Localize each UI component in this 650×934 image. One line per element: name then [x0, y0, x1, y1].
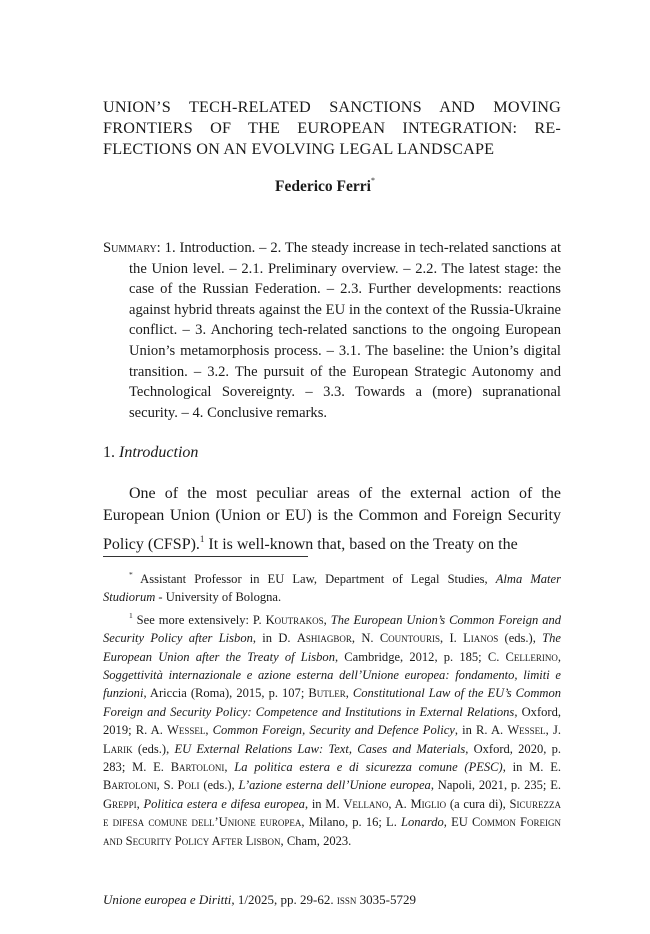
- fn1-author: Cellerino: [505, 649, 558, 664]
- fn1-text: ,: [136, 796, 144, 811]
- fn1-text: See more extensively: P.: [136, 612, 266, 627]
- fn1-author: Bartoloni: [170, 760, 225, 775]
- footnote-divider: [103, 556, 308, 557]
- fn1-text: ,: [224, 760, 235, 775]
- fn1-text: , in M.: [304, 796, 344, 811]
- fn1-author: Sicurezza e difesa comune dell’Unione europea: [103, 796, 561, 830]
- body-paragraph: [103, 483, 561, 556]
- fn1-text: , S.: [156, 778, 178, 793]
- fn1-work-title: La politica estera e di sicurezza comune (PESC): [234, 760, 503, 775]
- fn1-text: , I.: [440, 631, 464, 646]
- footnote-1-mark: 1: [129, 610, 133, 620]
- journal-name: Unione europea e Diritti: [103, 892, 232, 907]
- article-title: UNION’S TECH-RELATED SANCTIONS AND MOVING FRONTIERS OF THE EUROPEAN INTEGRATION: RE-FLECTIONS ON AN EVOLVING LEGAL LANDSCAPE: [103, 98, 561, 158]
- fn1-text: , J.: [545, 723, 561, 738]
- fn1-text: , in D.: [252, 631, 297, 646]
- fn1-text: ,: [443, 815, 452, 830]
- fn1-text: ,: [205, 723, 213, 738]
- fn1-work-title: Common Foreign, Security and Defence Policy: [212, 723, 455, 738]
- footnote-star-institution: Alma Mater Studiorum: [103, 572, 561, 605]
- fn1-author: Miglio: [410, 796, 447, 811]
- fn1-author: Countouris: [379, 631, 441, 646]
- fn1-text: , Milano, p. 16; L.: [301, 815, 402, 830]
- fn1-text: , Oxford, 2020, p. 283; M. E.: [103, 741, 561, 775]
- body-text-end: It is well-known that, based on the Treaty on the: [204, 535, 518, 553]
- author-note-mark: *: [370, 176, 375, 185]
- fn1-work-title: Soggettività internazionale e azione esterna dell’Unione europea: fondamento, limiti e funzioni: [103, 668, 561, 701]
- footnote-1: [103, 607, 561, 850]
- fn1-author: Greppi: [103, 796, 137, 811]
- fn1-text: (eds.),: [132, 741, 175, 756]
- fn1-text: (eds.),: [199, 778, 239, 793]
- footnote-star-text: Assistant Professor in EU Law, Department of Legal Studies,: [132, 572, 496, 586]
- fn1-author: Wessel: [507, 723, 546, 738]
- fn1-work-title: Constitutional Law of the EU’s Common Foreign and Security Policy: Competence and Institutions in External Relations: [103, 686, 561, 719]
- section-title: Introduction: [119, 444, 199, 461]
- fn1-work-title: EU External Relations Law: Text, Cases and Materials: [174, 741, 466, 756]
- body-text-start: One of the most peculiar areas of the external action of the European Union (Union or EU) is the Common and Foreign Security Policy (CFSP).: [103, 485, 561, 553]
- issn-label: issn: [336, 892, 357, 907]
- fn1-text: , in M. E.: [502, 760, 561, 775]
- footnote-1-body: [103, 610, 562, 848]
- fn1-text: ,: [557, 649, 561, 664]
- fn1-author: Larik: [103, 741, 133, 756]
- fn1-text: ,: [323, 612, 331, 627]
- fn1-work-title: Lonardo: [401, 815, 444, 830]
- author-text: Federico Ferri: [275, 178, 371, 195]
- fn1-text: , Oxford, 2019; R. A.: [103, 704, 561, 738]
- summary-text: 1. Introduction. – 2. The steady increase in tech-related sanctions at the Union level. – 2.1. Preliminary overview. – 2.2. The latest stage: the case of the Russian Federation. – 2.3. Further developments: reactions against hybrid threats against the EU in the context of the Russia-Ukraine conflict. – 3. Anchoring tech-related sanctions to the ongoing European Union’s metamorphosis process. – 3.1. The baseline: the Union’s digital transition. – 3.2. The pursuit of the European Strategic Autonomy and Technological Sovereignty. – 3.3. Towards a (more) supranational security. – 4. Conclusive remarks.: [129, 240, 562, 421]
- fn1-author: Koutrakos: [265, 612, 324, 627]
- fn1-author: Butler: [308, 686, 346, 701]
- fn1-text: , A.: [388, 796, 411, 811]
- fn1-work-title: The European Union’s Common Foreign and Security Policy after Lisbon: [103, 612, 562, 646]
- summary-label: Summary:: [103, 240, 161, 256]
- fn1-work-title: L’azione esterna dell’Unione europea: [238, 778, 431, 793]
- fn1-work-title: Politica estera e difesa europea: [143, 796, 305, 811]
- fn1-text: (eds.),: [498, 631, 543, 646]
- footnotes: [103, 566, 561, 850]
- issn-number: 3035-5729: [356, 892, 416, 907]
- fn1-author: Ashiagbor: [296, 631, 352, 646]
- footnote-star-text-end: - University of Bologna.: [155, 590, 282, 605]
- fn1-text: , Ariccia (Roma), 2015, p. 107;: [143, 686, 309, 701]
- footnote-ref-1[interactable]: 1: [199, 533, 205, 544]
- section-heading: [103, 444, 198, 462]
- issue-pages: , 1/2025, pp. 29-62.: [231, 892, 337, 907]
- fn1-text: , N.: [351, 631, 380, 646]
- article-summary: [103, 238, 561, 423]
- fn1-author: Lianos: [463, 631, 499, 646]
- fn1-text: , Cambridge, 2012, p. 185; C.: [334, 649, 506, 664]
- fn1-text: (a cura di),: [446, 796, 510, 811]
- footnote-star: [103, 566, 561, 607]
- running-footer: [103, 892, 416, 908]
- footnote-star-mark: *: [129, 570, 133, 579]
- section-number: 1.: [103, 444, 115, 461]
- author-name: [0, 176, 650, 196]
- fn1-author: Wessel: [167, 723, 206, 738]
- fn1-author: Poli: [177, 778, 200, 793]
- fn1-text: , Cham, 2023.: [280, 833, 352, 848]
- fn1-author: Vellano: [343, 796, 389, 811]
- fn1-text: , Napoli, 2021, p. 235; E.: [430, 778, 561, 793]
- fn1-text: ,: [345, 686, 353, 701]
- fn1-work-title: The European Union after the Treaty of Lisbon: [103, 631, 561, 664]
- fn1-author: EU Common Foreign and Security Policy After Lisbon: [103, 815, 561, 848]
- fn1-author: Bartoloni: [103, 778, 157, 793]
- fn1-text: , in R. A.: [454, 723, 508, 738]
